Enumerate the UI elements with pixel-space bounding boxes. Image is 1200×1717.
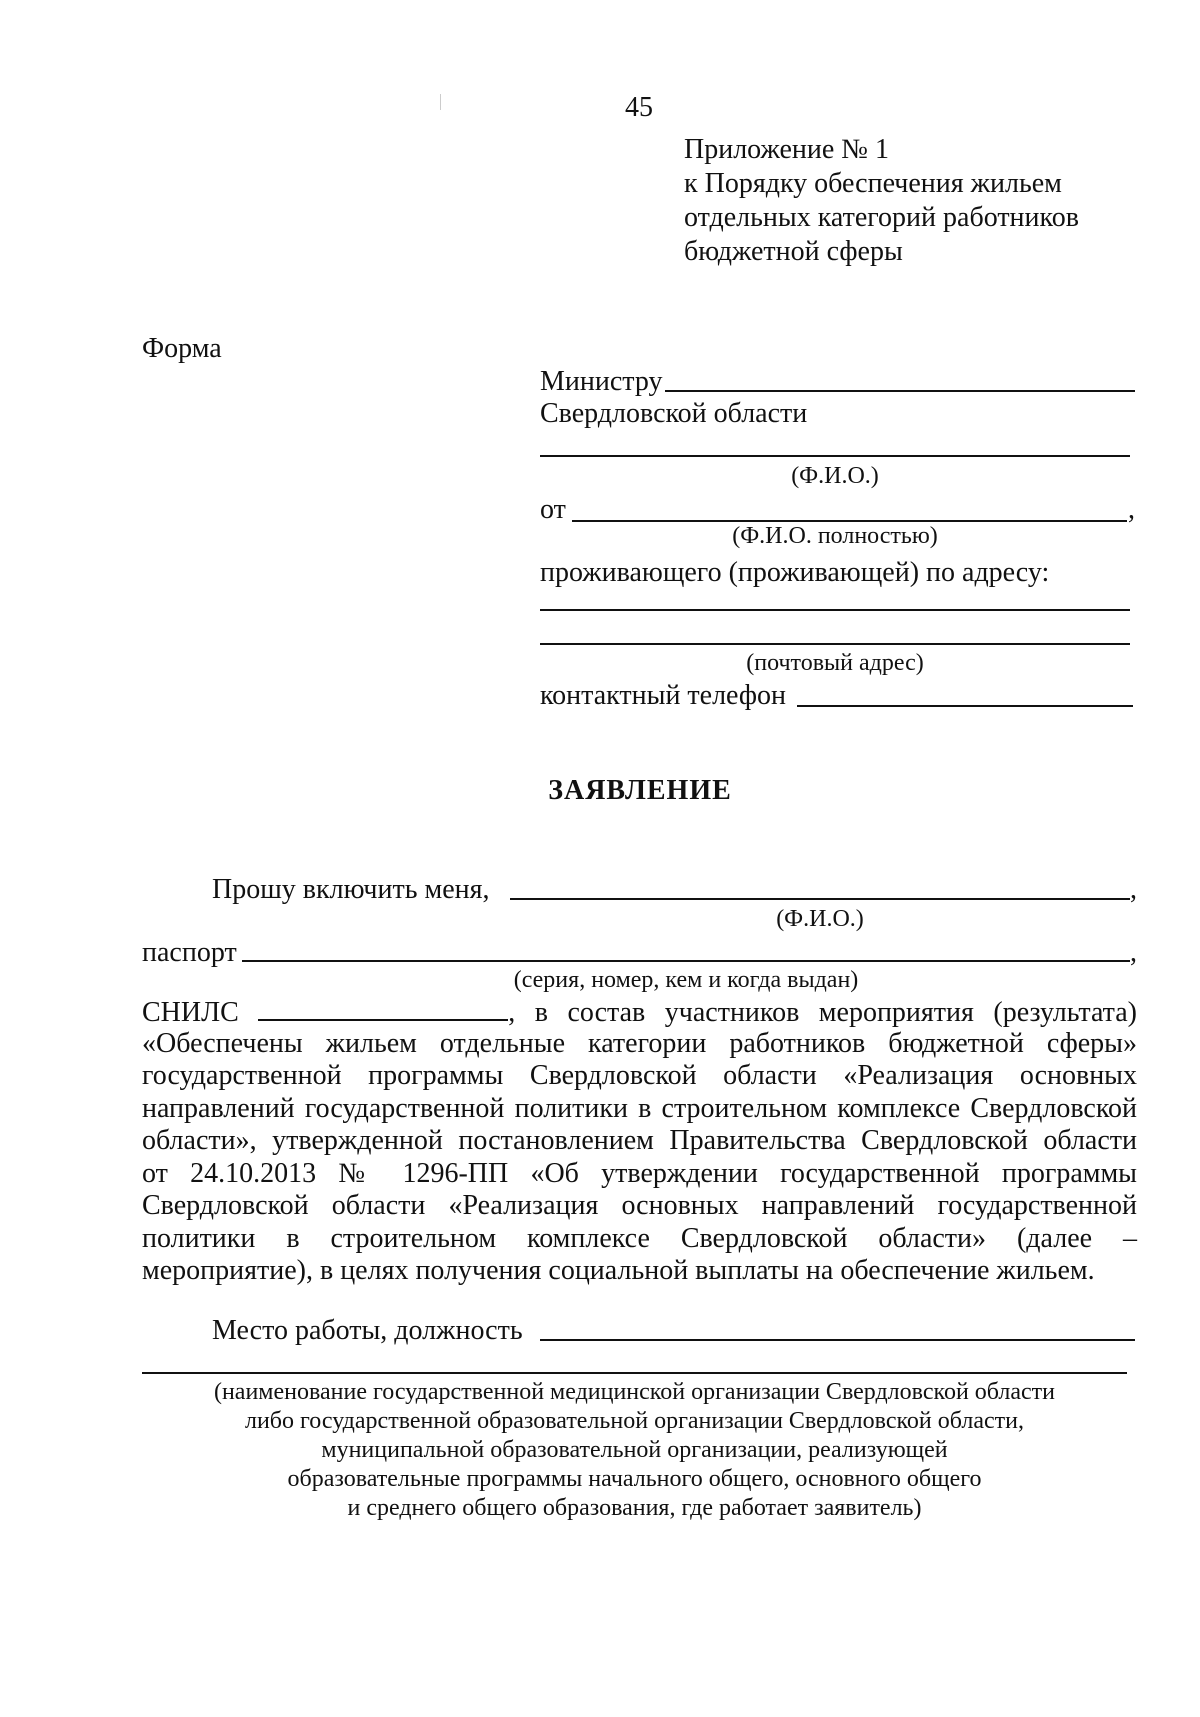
passport-label: паспорт xyxy=(142,937,237,968)
punctuation-comma: , xyxy=(1130,874,1137,905)
scan-artifact xyxy=(440,94,441,110)
passport-caption: (серия, номер, кем и когда выдан) xyxy=(513,967,859,993)
work-field-2[interactable] xyxy=(142,1372,1127,1374)
work-caption-line: образовательные программы начального общего, основного общего xyxy=(287,1466,982,1492)
appendix-line: Приложение № 1 xyxy=(684,134,889,165)
to-minister-label: Министру xyxy=(540,366,663,397)
phone-field[interactable] xyxy=(797,705,1133,707)
work-caption-line: (наименование государственной медицинской организации Свердловской области xyxy=(213,1379,1056,1405)
document-title: ЗАЯВЛЕНИЕ xyxy=(548,775,732,806)
statement-paragraph xyxy=(142,995,1137,1288)
work-caption-line: либо государственной образовательной организации Свердловской области, xyxy=(244,1408,1024,1434)
appendix-line: бюджетной сферы xyxy=(684,236,903,267)
region-label: Свердловской области xyxy=(540,398,808,429)
minister-name-field[interactable] xyxy=(665,390,1135,392)
request-fio-field[interactable] xyxy=(510,898,1130,900)
address-field-2[interactable] xyxy=(540,643,1130,645)
appendix-heading xyxy=(684,133,1079,269)
paragraph-text: , в состав участников мероприятия (результата) xyxy=(508,997,1138,1028)
postal-address-caption: (почтовый адрес) xyxy=(746,650,924,676)
appendix-line: к Порядку обеспечения жильем xyxy=(684,168,1062,199)
from-label: от xyxy=(540,494,566,525)
address-label: проживающего (проживающей) по адресу: xyxy=(540,557,1050,588)
paragraph-line: государственной программы Свердловской области «Реализация основных xyxy=(142,1060,1137,1091)
snils-label: СНИЛС xyxy=(142,997,239,1028)
work-caption-line: муниципальной образовательной организации, реализующей xyxy=(321,1437,948,1463)
paragraph-line: от 24.10.2013 № 1296-ПП «Об утверждении государственной программы xyxy=(142,1157,1137,1189)
request-label: Прошу включить меня, xyxy=(212,874,490,905)
punctuation-comma: , xyxy=(1130,937,1137,968)
punctuation-comma: , xyxy=(1128,494,1135,525)
appendix-line: отдельных категорий работников xyxy=(684,202,1079,233)
work-label: Место работы, должность xyxy=(212,1315,523,1346)
fio-full-caption: (Ф.И.О. полностью) xyxy=(732,523,938,549)
work-caption-line: и среднего общего образования, где работает заявитель) xyxy=(347,1495,922,1521)
phone-label: контактный телефон xyxy=(540,680,786,711)
page-number: 45 xyxy=(625,92,653,123)
address-field-1[interactable] xyxy=(540,609,1130,611)
work-caption xyxy=(142,1378,1127,1523)
paragraph-line: области», утвержденной постановлением Правительства Свердловской области xyxy=(142,1125,1137,1156)
fio-caption: (Ф.И.О.) xyxy=(776,906,864,932)
snils-field[interactable] xyxy=(258,995,508,1021)
paragraph-line xyxy=(142,995,1137,1028)
paragraph-line: политики в строительном комплексе Свердловской области» (далее – xyxy=(142,1222,1137,1254)
paragraph-line: направлений государственной политики в строительном комплексе Свердловской xyxy=(142,1092,1137,1124)
paragraph-line: «Обеспечены жильем отдельные категории работников бюджетной сферы» xyxy=(142,1027,1137,1059)
work-field[interactable] xyxy=(540,1339,1135,1341)
paragraph-line: мероприятие), в целях получения социальной выплаты на обеспечение жильем. xyxy=(142,1255,1095,1286)
form-label: Форма xyxy=(142,333,222,364)
paragraph-line: Свердловской области «Реализация основных направлений государственной xyxy=(142,1190,1137,1221)
fio-caption: (Ф.И.О.) xyxy=(791,463,879,489)
passport-field[interactable] xyxy=(242,960,1130,962)
minister-fio-field[interactable] xyxy=(540,455,1130,457)
